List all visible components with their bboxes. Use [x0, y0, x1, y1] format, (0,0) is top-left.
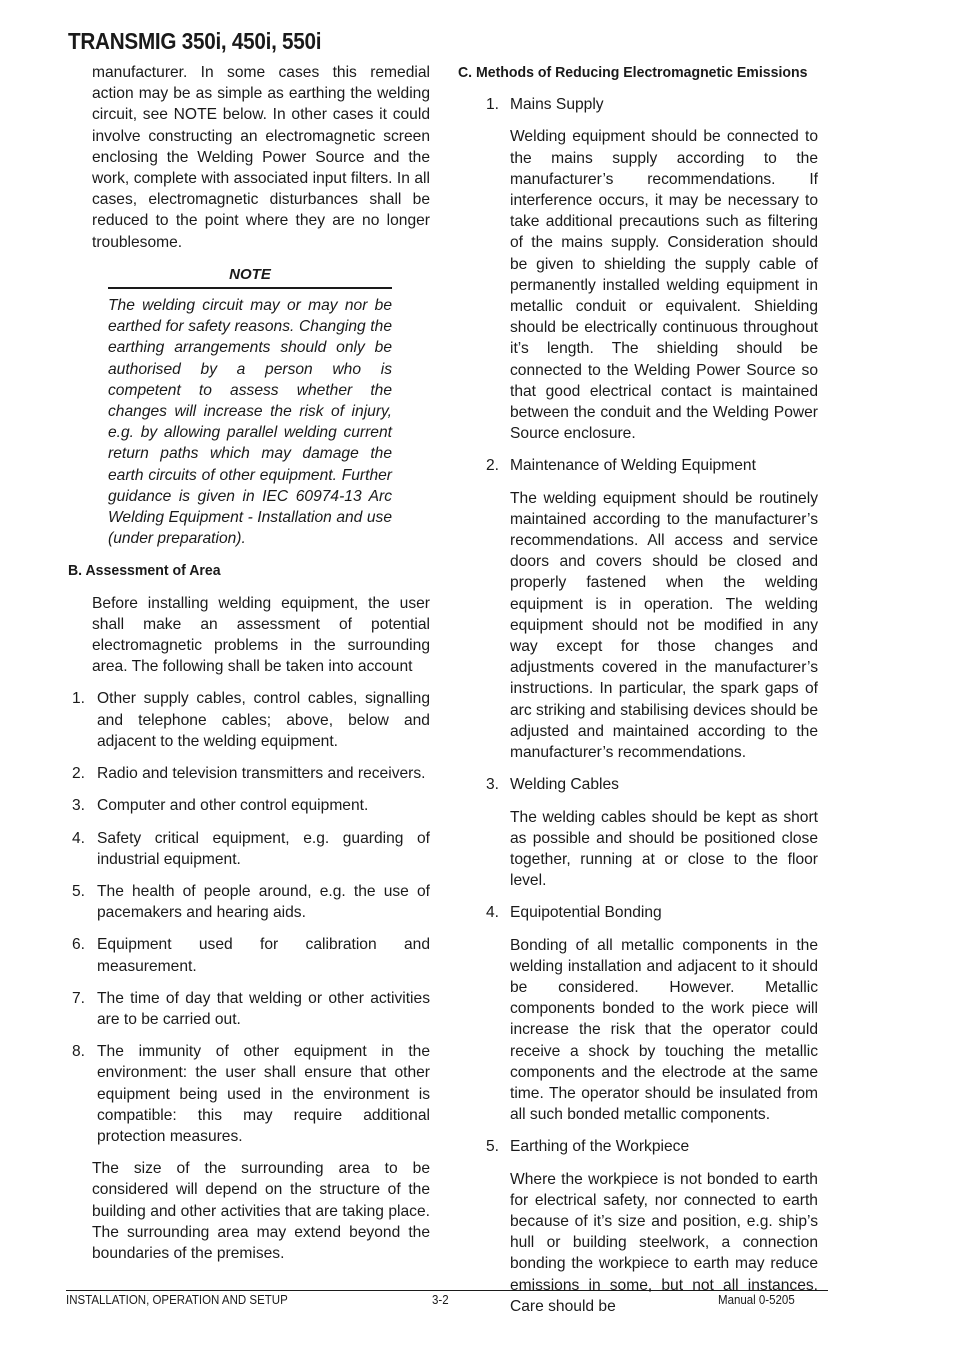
right-column [458, 62, 818, 1328]
page-title: TRANSMIG 350i, 450i, 550i [68, 28, 322, 54]
subsection-heading [458, 455, 818, 476]
intro-paragraph: manufacturer. In some cases this remedial action may be as simple as earthing the welding circuit, see NOTE below. In other cases it could involve constructing an electromagnetic screen enclosing the Welding Power Source and the work, complete with associated input filters. In all cases, electromagnetic disturbances shall be reduced to the point where they are no longer troublesome. [92, 64, 430, 251]
subsection-heading [458, 774, 818, 795]
list-item-text: The health of people around, e.g. the use of pacemakers and hearing aids. [97, 882, 430, 922]
list-item-number: 1. [72, 690, 86, 708]
subsection-number: 1. [486, 96, 500, 114]
list-item-number: 4. [72, 829, 86, 847]
subsection-title: Maintenance of Welding Equipment [510, 457, 756, 475]
footer-section-name: INSTALLATION, OPERATION AND SETUP [66, 1293, 288, 1307]
list-item-text: The immunity of other equipment in the environment: the user shall ensure that other equipment being used in the environment is compatible: this may require additional protection measures. [97, 1043, 430, 1145]
list-item-number: 2. [72, 765, 86, 783]
note-box [108, 264, 392, 550]
list-item-number: 7. [72, 989, 86, 1007]
subsection-title: Earthing of the Workpiece [510, 1138, 690, 1156]
list-item [68, 1041, 430, 1147]
subsection-title: Equipotential Bonding [510, 904, 662, 922]
subsection-heading [458, 94, 818, 115]
list-item-text: Equipment used for calibration and measurement. [97, 936, 430, 975]
list-item [68, 763, 430, 784]
list-item [68, 881, 430, 923]
footer-manual-number: Manual 0-5205 [718, 1293, 795, 1307]
section-b-heading: B. Assessment of Area [68, 562, 221, 580]
subsection-heading [458, 902, 818, 923]
subsection-number: 4. [486, 904, 500, 922]
subsection-body: Bonding of all metallic components in the welding installation and adjacent to it should be considered. However. Metallic components bonded to the work piece will increase the risk that the operator could receive a shock by touching the metallic components and the electrode at the same time. The operator should be insulated from all such bonded metallic components. [510, 936, 818, 1124]
subsection-title: Mains Supply [510, 96, 604, 114]
subsection-number: 3. [486, 776, 500, 794]
list-item-number: 5. [72, 882, 86, 900]
footer-page-number: 3-2 [432, 1293, 449, 1307]
list-item [68, 988, 430, 1030]
subsection-number: 2. [486, 457, 500, 475]
left-column [68, 62, 430, 1264]
section-c-heading: C. Methods of Reducing Electromagnetic Emissions [458, 64, 808, 81]
list-item [68, 795, 430, 816]
list-item-number: 3. [72, 797, 86, 815]
note-title: NOTE [108, 264, 392, 289]
list-item-number: 6. [72, 936, 86, 954]
subsection-body: Welding equipment should be connected to the mains supply according to the manufacturer’s recommendations. If interference occurs, it may be necessary to take additional precautions such as filtering of the mains supply. Consideration should be given to shielding the supply cable of permanently installed welding equipment in metallic conduit or equivalent. Shielding should be electrically continuous throughout it’s length. The shielding should be connected to the Welding Power Source so that good electrical contact is maintained between the conduit and the Welding Power Source enclosure. [510, 128, 818, 443]
list-item-number: 8. [72, 1043, 86, 1061]
section-b-intro: Before installing welding equipment, the user shall make an assessment of potential electromagnetic problems in the surrounding area. The following shall be taken into account [92, 594, 430, 676]
list-item-text: Radio and television transmitters and receivers. [97, 765, 426, 783]
note-text: The welding circuit may or may nor be earthed for safety reasons. Changing the earthing arrangements should only be authorised by a person who is competent to assess whether the changes will increase the risk of injury, e.g. by allowing parallel welding current return paths which may damage the earth circuits of other equipment. Further guidance is given in IEC 60974-13 Arc Welding Equipment - Installation and use (under preparation). [108, 297, 392, 548]
subsection-body: The welding cables should be kept as short as possible and should be positioned close together, running at or close to the floor level. [510, 808, 818, 890]
footer-divider [66, 1290, 828, 1291]
list-item [68, 688, 430, 752]
subsection-title: Welding Cables [510, 776, 619, 794]
subsection-body: Where the workpiece is not bonded to earth for electrical safety, nor connected to earth because of it’s size and position, e.g. ship’s hull or building steelwork, a connection bonding the workpiece to earth may reduce emissions in some, but not all instances. Care should be [510, 1170, 818, 1315]
list-item-text: The time of day that welding or other activities are to be carried out. [97, 989, 430, 1028]
list-item [68, 828, 430, 870]
list-item-text: Safety critical equipment, e.g. guarding of industrial equipment. [97, 829, 430, 868]
subsection-number: 5. [486, 1138, 500, 1156]
list-item-text: Other supply cables, control cables, signalling and telephone cables; above, below and adjacent to the welding equipment. [97, 690, 430, 750]
subsection-body: The welding equipment should be routinely maintained according to the manufacturer’s recommendations. All access and service doors and covers should be closed and properly fastened when the welding equipment is in operation. The welding equipment should not be modified in any way except for those changes and adjustments covered in the manufacturer’s instructions. In particular, the spark gaps of arc striking and stabilising devices should be adjusted and maintained according to the manufacturer’s recommendations. [510, 489, 818, 762]
list-item-text: Computer and other control equipment. [97, 797, 369, 815]
section-b-closing: The size of the surrounding area to be considered will depend on the structure of the building and other activities that are taking place. The surrounding area may extend beyond the boundaries of the premises. [92, 1160, 430, 1262]
subsection-heading [458, 1136, 818, 1157]
assessment-list [68, 688, 430, 1147]
list-item [68, 934, 430, 976]
